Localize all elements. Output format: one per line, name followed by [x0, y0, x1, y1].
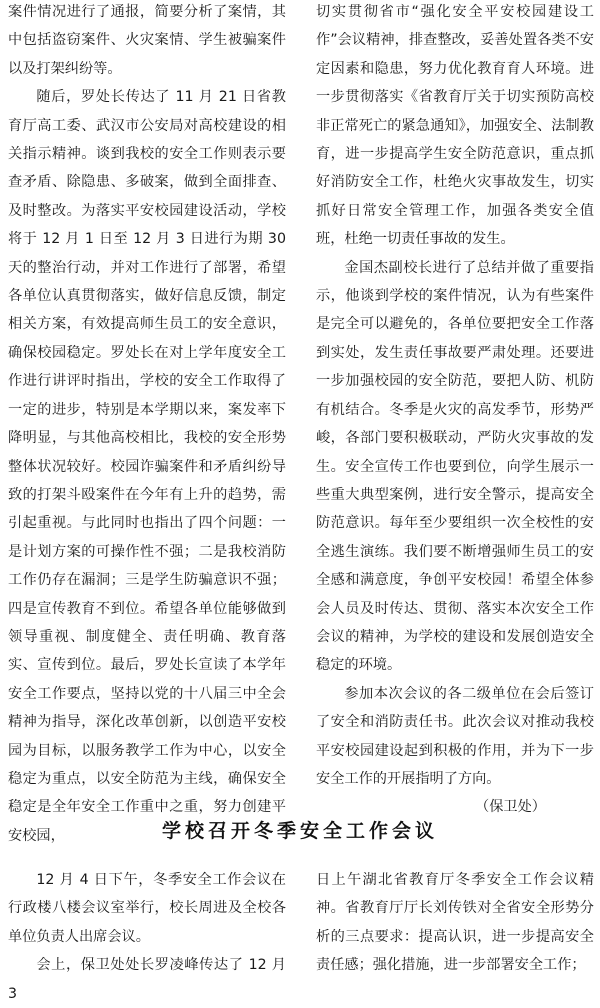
- article-bottom-left-column: [8, 866, 286, 1008]
- article-top-left-column: [8, 0, 286, 850]
- paragraph: 随后，罗处长传达了 11 月 21 日省教育厅高工委、武汉市公安局对高校建设的相关指示精神。谈到我校的安全工作则表示要查矛盾、除隐患、多破案，做到全面排查、及时整改。为落实平安校园建设活动，学校将于 12 月 1 日至 12 月 3 日进行为期 30 天的整治行动，并对工作进行了部署，希望各单位认真贯彻落实，做好信息反馈，制定相关方案，有效提高师生员工的安全意识，确保校园稳定。罗处长在对上学年度安全工作进行讲评时指出，学校的安全工作取得了一定的进步，特别是本学期以来，案发率下降明显，与其他高校相比，我校的安全形势整体状况较好。校园诈骗案件和矛盾纠纷导致的打架斗殴案件在今年有上升的趋势，需引起重视。与此同时也指出了四个问题：一是计划方案的可操作性不强；二是我校消防工作仍存在漏洞；三是学生防骗意识不强；四是宣传教育不到位。希望各单位能够做到领导重视、制度健全、责任明确、教育落实、宣传到位。最后，罗处长宣读了本学年安全工作要点，坚持以党的十八届三中全会精神为指导，深化改革创新，以创造平安校园为目标，以服务教学工作为中心，以安全稳定为重点，以安全防范为主线，确保安全稳定是全年安全工作重中之重，努力创建平安校园，: [8, 89, 286, 844]
- paragraph: 金国杰副校长进行了总结并做了重要指示，他谈到学校的案件情况，认为有些案件是完全可以避免的，各单位要把安全工作落到实处，发生责任事故要严肃处理。还要进一步加强校园的安全防范，要把人防、机防有机结合。冬季是火灾的高发季节，形势严峻，各部门要积极联动，严防火灾事故的发生。安全宣传工作也要到位，向学生展示一些重大典型案例，进行安全警示，提高安全防范意识。每年至少要组织一次全校性的安全逃生演练。我们要不断增强师生员工的安全感和满意度，争创平安校园！希望全体参会人员及时传达、贯彻、落实本次安全工作会议的精神，为学校的建设和发展创造安全稳定的环境。: [316, 259, 594, 674]
- paragraph: 12 月 4 日下午，冬季安全工作会议在行政楼八楼会议室举行，校长周进及全校各单位负责人出席会议。: [8, 872, 286, 945]
- article-bottom: [0, 866, 600, 1002]
- article-headline: 学校召开冬季安全工作会议: [161, 820, 438, 842]
- paragraph: 会上，保卫处处长罗凌峰传达了 12 月 3: [8, 957, 286, 1002]
- paragraph: 切实贯彻省市“强化安全平安校园建设工作”会议精神，排查整改，妥善处置各类不安定因素和隐患，努力优化教育育人环境。进一步贯彻落实《省教育厅关于切实预防高校非正常死亡的紧急通知》，加强安全、法制教育，进一步提高学生安全防范意识，重点抓好消防安全工作，杜绝火灾事故发生，切实抓好日常安全管理工作，加强各类安全值班，杜绝一切责任事故的发生。: [316, 4, 594, 248]
- article-top-right-column: [316, 0, 594, 822]
- paragraph: 案件情况进行了通报，简要分析了案情，其中包括盗窃案件、火灾案情、学生被骗案件以及打架纠纷等。: [8, 4, 286, 77]
- article-signoff: （保卫处）: [475, 799, 546, 816]
- article-bottom-right-column: [316, 866, 594, 980]
- paragraph: 日上午湖北省教育厅冬季安全工作会议精神。省教育厅厅长刘传铁对全省安全形势分析的三点要求：提高认识，进一步提高安全责任感；强化措施，进一步部署安全工作；: [316, 872, 594, 974]
- paragraph: 参加本次会议的各二级单位在会后签订了安全和消防责任书。此次会议对推动我校平安校园建设起到积极的作用，并为下一步安全工作的开展指明了方向。: [316, 685, 594, 787]
